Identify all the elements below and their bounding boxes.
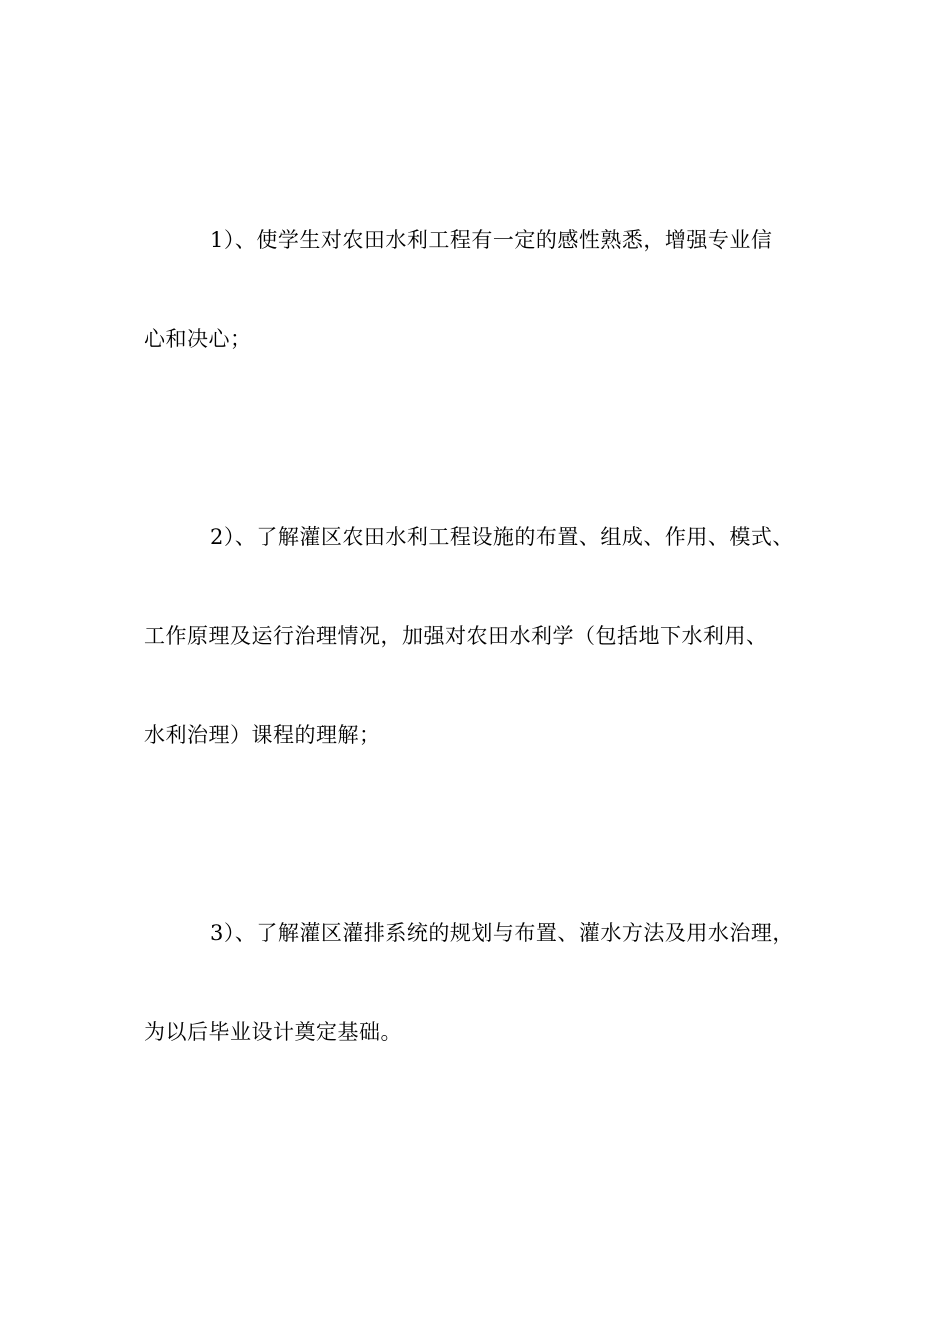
paragraph-2-line-2: 工作原理及运行治理情况，加强对农田水利学（包括地下水利用、 [144, 624, 768, 648]
paragraph-3-line-2: 为以后毕业设计奠定基础。 [144, 1020, 402, 1044]
paragraph-2-line-3: 水利治理）课程的理解； [144, 723, 381, 747]
paragraph-3-line-1: 3）、了解灌区灌排系统的规划与布置、灌水方法及用水治理， [210, 921, 794, 945]
paragraph-1-line-2: 心和决心； [144, 327, 252, 351]
paragraph-1-line-1: 1）、使学生对农田水利工程有一定的感性熟悉，增强专业信 [210, 228, 773, 252]
paragraph-2-line-1: 2）、了解灌区农田水利工程设施的布置、组成、作用、模式、 [210, 525, 794, 549]
